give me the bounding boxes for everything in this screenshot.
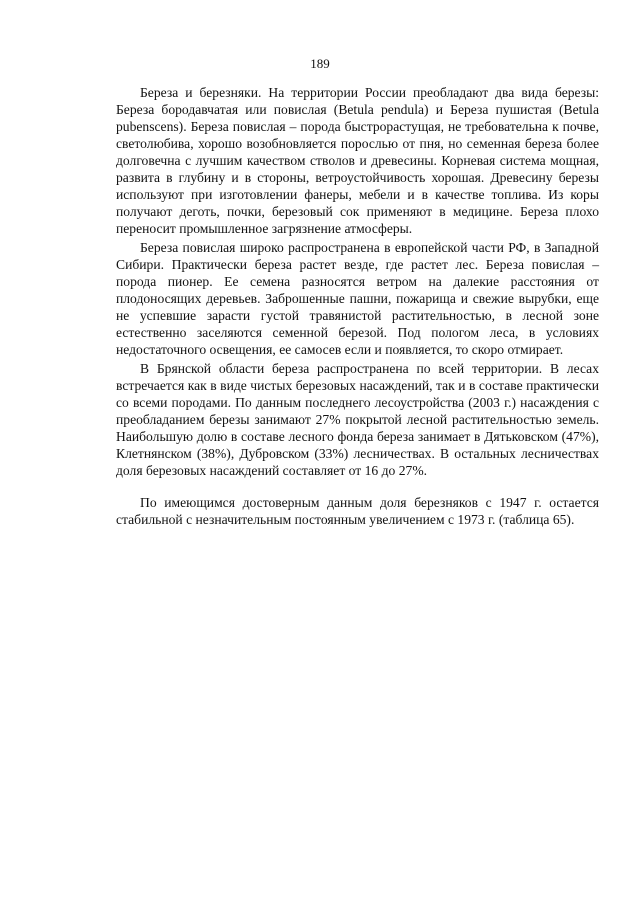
page-number: 189: [310, 56, 330, 71]
paragraph-birch-distribution: Береза повислая широко распространена в европейской части РФ, в Западной Сибири. Практически береза растет везде, где растет лес. Береза повислая – порода пионер. Ее семена разносятся ветром на далекие расстояния от плодоносящих деревьев. Заброшенные пашни, пожарища и свежие вырубки, еще не успевшие зарасти густой травянистой растительностью, в лесной зоне естественно заселяются семенной березой. Под пологом леса, в условиях недостаточного освещения, ее самосев если и появляется, то скоро отмирает.: [116, 240, 599, 357]
paragraph-birch-share-trend: По имеющимся достоверным данным доля березняков с 1947 г. остается стабильной с незначительным постоянным увеличением с 1973 г. (таблица 65).: [116, 495, 599, 527]
paragraph-bryansk-region: В Брянской области береза распространена по всей территории. В лесах встречается как в виде чистых березовых насаждений, так и в составе практически со всеми породами. По данным последнего лесоустройства (2003 г.) насаждения с преобладанием березы занимают 27% покрытой лесной растительностью земель. Наибольшую долю в составе лесного фонда береза занимает в Дятьковском (47%), Клетнянском (38%), Дубровском (33%) лесничествах. В остальных лесничествах доля березовых насаждений составляет от 16 до 27%.: [116, 361, 599, 478]
paragraph-birch-overview: Береза и березняки. На территории России преобладают два вида березы: Береза бородавчатая или повислая (Betula pendula) и Береза пушистая (Betula pubenscens). Береза повислая – порода быстрорастущая, не требовательна к почве, светолюбива, хорошо возобновляется порослью от пня, но семенная береза более долговечна с лучшим качеством стволов и древесины. Корневая система мощная, развита в глубину и в стороны, ветроустойчивость хорошая. Древесину березы используют при изготовлении фанеры, мебели и в качестве топлива. Из коры получают деготь, почки, березовый сок применяют в медицине. Береза плохо переносит промышленное загрязнение атмосферы.: [116, 85, 599, 236]
body-text: [116, 84, 599, 528]
